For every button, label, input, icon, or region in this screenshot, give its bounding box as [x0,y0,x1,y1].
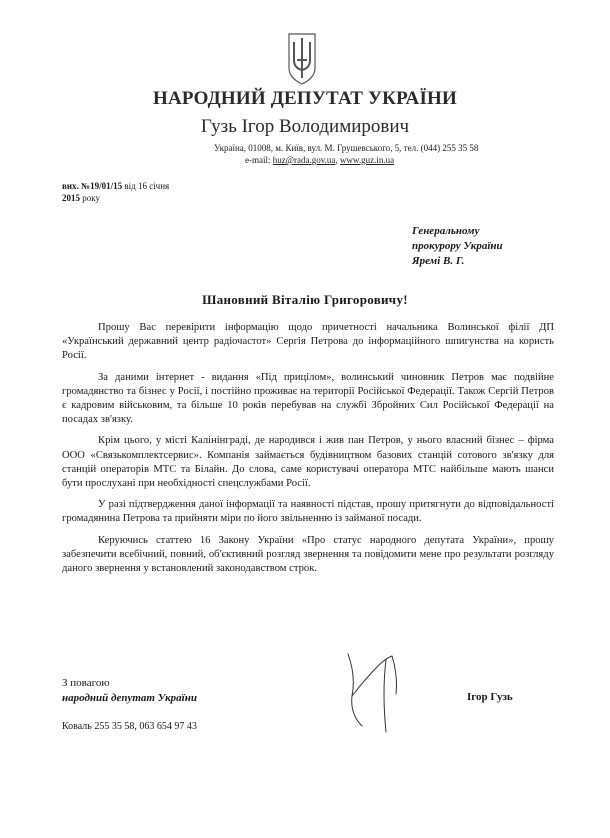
email-separator: , [335,155,340,165]
letterhead-email [245,155,394,166]
outgoing-year: 2015 [62,193,83,203]
email-prefix: e-mail: [245,155,273,165]
addressee-line-3: Яремі В. Г. [412,255,465,267]
outgoing-date: від 16 січня [122,181,170,191]
outgoing-year-suffix: року [82,193,100,203]
body-paragraph: Прошу Вас перевірити інформацію щодо причетності начальника Волинської філії ДП «Український державний центр радіочастот» Сергія Петрова до інформаційного шпигунства на користь Росії. [62,322,554,362]
trident-emblem-icon [285,30,319,86]
body-paragraph: За даними інтернет - видання «Під прицілом», волинський чиновник Петров має подвійне громадянство та бізнес у Росії, і постійно проживає на території Російської Федерації. Також Сергій Петров є кадровим військовим, та більше 10 років перебував на службі Збройних Сил Російської Федерації на посадах зв'язку. [62,371,554,426]
contact-line: Коваль 255 35 58, 063 654 97 43 [62,721,197,732]
outgoing-reg-number: 19/01/15 [90,181,123,191]
addressee-line-2: прокурору України [412,240,503,252]
salutation: Шановний Віталію Григоровичу! [202,292,408,307]
outgoing-prefix: вих. № [62,181,91,191]
handwritten-signature [326,636,436,736]
addressee-block [412,224,503,269]
body-paragraph: Крім цього, у місті Калінінграді, де народився і жив пан Петров, у нього власний бізнес – фірма ООО «Связькомплектсервис». Компанія займається будівництвом базових станцій сотового зв'язку для станцій операторів МТС та Білайн. До слова, саме користувачі оператора МТС найбільше мають шанси бути прослухані при необхідності спецслужбами Росії. [62,435,554,490]
letterhead-title: НАРОДНИЙ ДЕПУТАТ УКРАЇНИ [152,88,458,109]
outgoing-number [62,180,169,204]
addressee-line-1: Генеральному [412,225,480,237]
website-link[interactable]: www.guz.in.ua [339,155,395,165]
body-paragraph: Керуючись статтею 16 Закону України «Про статус народного депутата України», прошу забезпечити всебічний, повний, об'єктивний розгляд звернення та повідомити мене про результати розгляду даного звернення у встановлений законодавством строк. [62,534,554,575]
closing-position: народний депутат України [62,692,197,704]
closing-block [62,676,197,706]
signer-name: Ігор Гузь [467,691,513,703]
letterhead-address: Україна, 01008, м. Київ, вул. М. Грушевського, 5, тел. (044) 255 35 58 [214,143,479,153]
body-paragraph: У разі підтвердження даної інформації та наявності підстав, прошу притягнути до відповідальності громадянина Петрова та прийняти міри по його звільненню із займаної посади. [62,499,554,525]
closing-regards: З повагою [62,677,110,689]
letter-body [62,321,554,583]
deputy-name: Гузь Ігор Володимирович [200,116,410,137]
email-link[interactable]: huz@rada.gov.ua [272,155,336,165]
